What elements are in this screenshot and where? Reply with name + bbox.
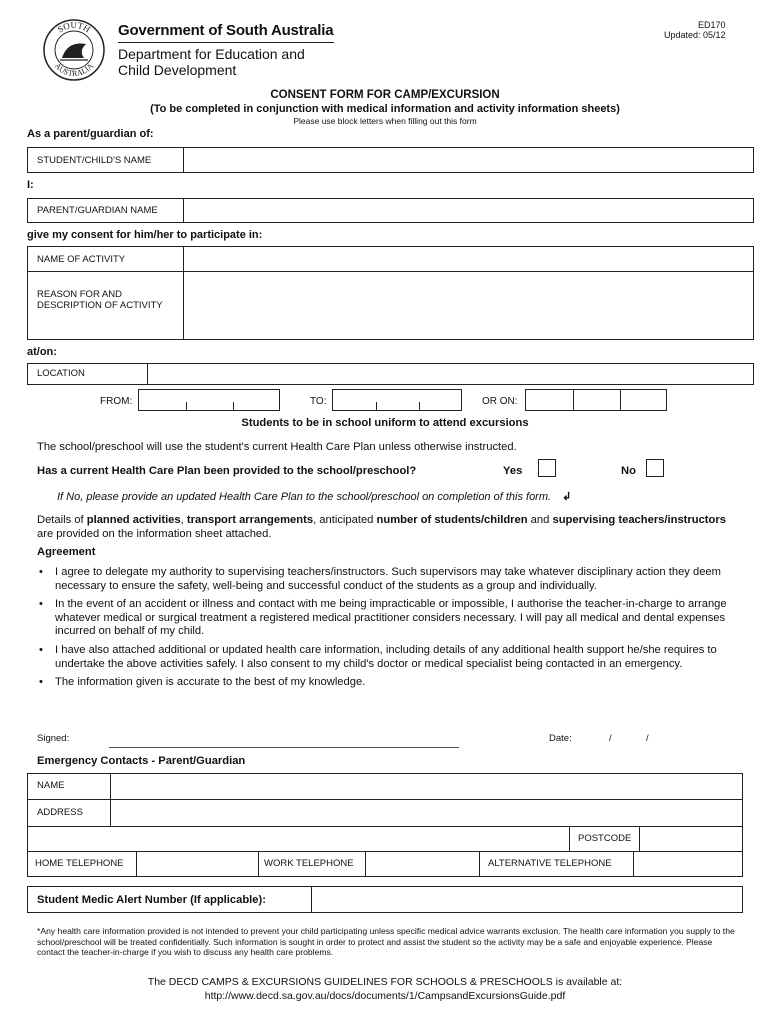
signed-label: Signed: (37, 733, 70, 744)
parent-of-heading: As a parent/guardian of: (27, 128, 154, 140)
footer-url[interactable]: http://www.decd.sa.gov.au/docs/documents/1/CampsandExcursionsGuide.pdf (204, 990, 566, 1002)
medic-alert-row (27, 886, 743, 913)
details-bold-planned: planned activities (86, 514, 181, 526)
medic-alert-field[interactable] (312, 887, 742, 912)
location-label: LOCATION (37, 368, 85, 379)
header-rule (118, 42, 334, 43)
form-code: ED170 (698, 20, 726, 30)
yes-label: Yes (503, 465, 523, 477)
details-bold-transport: transport arrangements (186, 514, 314, 526)
footer-guidelines: The DECD CAMPS & EXCURSIONS GUIDELINES FOR SCHOOLS & PRESCHOOLS is available at: (147, 976, 623, 988)
at-on-label: at/on: (27, 346, 57, 358)
agreement-item-2: • In the event of an accident or illness and contact with me being impracticable or impossible, I authorise the teacher-in-charge to arrange whatever medical or surgical treatment a registered medical practitioner considers necessary. I will pay all medical and dental expenses incurred on behalf of my child. (37, 598, 732, 639)
parent-name-label: PARENT/GUARDIAN NAME (37, 205, 158, 216)
uniform-note: Students to be in school uniform to attend excursions (241, 417, 529, 429)
seal-top-text: SOUTH (55, 19, 93, 35)
contact-name-label: NAME (37, 780, 65, 791)
contact-address-label: ADDRESS (37, 807, 83, 818)
reason-label-line2: DESCRIPTION OF ACTIVITY (37, 300, 163, 311)
to-label: TO: (310, 396, 327, 407)
student-name-field[interactable] (184, 148, 753, 172)
emergency-block (27, 773, 743, 877)
agreement-list (37, 566, 732, 695)
seal-bottom-text: AUSTRALIA (52, 61, 96, 79)
activity-block (27, 246, 754, 340)
postcode-label: POSTCODE (578, 833, 632, 844)
date-slash-1: / (609, 733, 612, 744)
if-no-note (57, 490, 571, 503)
department-line2: Child Development (118, 62, 237, 78)
home-phone-label: HOME TELEPHONE (35, 858, 124, 869)
contact-address-line2-field[interactable] (28, 827, 568, 851)
no-checkbox[interactable] (646, 459, 664, 477)
form-subtitle: (To be completed in conjunction with medical information and activity information sheets) (150, 103, 620, 115)
or-on-date-field[interactable] (525, 389, 667, 411)
reason-label-line1: REASON FOR AND (37, 289, 122, 300)
work-phone-label: WORK TELEPHONE (264, 858, 354, 869)
agreement-heading: Agreement (37, 546, 96, 558)
from-label: FROM: (100, 396, 133, 407)
details-paragraph (37, 514, 737, 541)
to-date-field[interactable] (332, 389, 462, 411)
signature-line[interactable] (109, 747, 459, 748)
contact-address-field[interactable] (111, 800, 742, 826)
alt-phone-field[interactable] (634, 852, 742, 876)
updated-date: Updated: 05/12 (664, 30, 726, 40)
agreement-item-1: • I agree to delegate my authority to supervising teachers/instructors. Such supervisors may take whatever disciplinary action they deem necessary to ensure the safety, well-being and successful conduct of the students as a group and individually. (37, 566, 732, 593)
footnote: *Any health care information provided is not intended to prevent your child participating unless specific medical advice warrants exclusion. The health care information you supply to the school/preschool will be treated confidentially. Such information is sought in order to protect and assist the student so the activity may be a safe and enjoyable experience. Please contact the teacher-in-charge if you wish to discuss any health care problems. (37, 926, 735, 958)
work-phone-field[interactable] (366, 852, 478, 876)
alt-phone-label: ALTERNATIVE TELEPHONE (488, 858, 612, 869)
government-seal (42, 18, 106, 82)
no-label: No (621, 465, 636, 477)
contact-name-field[interactable] (111, 774, 742, 799)
health-question: Has a current Health Care Plan been provided to the school/preschool? (37, 465, 417, 477)
parent-name-row (27, 198, 754, 223)
block-letters-note: Please use block letters when filling out this form (293, 116, 477, 126)
emergency-heading: Emergency Contacts - Parent/Guardian (37, 755, 246, 767)
seal-graphic (42, 18, 106, 82)
from-date-field[interactable] (138, 389, 280, 411)
location-field[interactable] (148, 364, 753, 384)
or-on-label: OR ON: (482, 396, 518, 407)
student-name-row (27, 147, 754, 173)
agreement-item-4: • The information given is accurate to the best of my knowledge. (37, 676, 732, 690)
yes-checkbox[interactable] (538, 459, 556, 477)
medic-alert-label: Student Medic Alert Number (If applicable): (37, 894, 266, 906)
details-text-5: are provided on the information sheet attached. (37, 527, 272, 540)
parent-name-field[interactable] (184, 199, 753, 222)
department-line1: Department for Education and (118, 46, 305, 62)
i-label: I: (27, 179, 34, 191)
return-icon: ↲ (562, 491, 572, 503)
details-bold-supervising: supervising teachers/instructors (552, 514, 726, 526)
if-no-text: If No, please provide an updated Health Care Plan to the school/preschool on completion of this form. (57, 491, 552, 503)
details-bold-number: number of students/children (376, 514, 528, 526)
health-statement: The school/preschool will use the student's current Health Care Plan unless otherwise instructed. (37, 441, 517, 453)
activity-name-label: NAME OF ACTIVITY (37, 254, 126, 265)
reason-description-field[interactable] (184, 272, 753, 339)
date-slash-2: / (646, 733, 649, 744)
student-name-label: STUDENT/CHILD'S NAME (37, 155, 152, 166)
details-text-4: and (527, 514, 553, 526)
agreement-item-3: • I have also attached additional or updated health care information, including details of any additional health support he/she requires to undertake the above activities safely. I also consent to my child's doctor or medical specialist being contacted in an emergency. (37, 644, 732, 671)
home-phone-field[interactable] (137, 852, 257, 876)
location-row (27, 363, 754, 385)
details-text-2: , (180, 514, 187, 526)
form-title: CONSENT FORM FOR CAMP/EXCURSION (270, 89, 500, 101)
activity-name-field[interactable] (184, 247, 753, 271)
postcode-field[interactable] (640, 827, 742, 851)
consent-heading: give my consent for him/her to participate in: (27, 229, 263, 241)
date-label: Date: (549, 733, 572, 744)
government-title: Government of South Australia (118, 22, 334, 39)
details-text-1: Details of (37, 514, 87, 526)
details-text-3: , anticipated (313, 514, 377, 526)
